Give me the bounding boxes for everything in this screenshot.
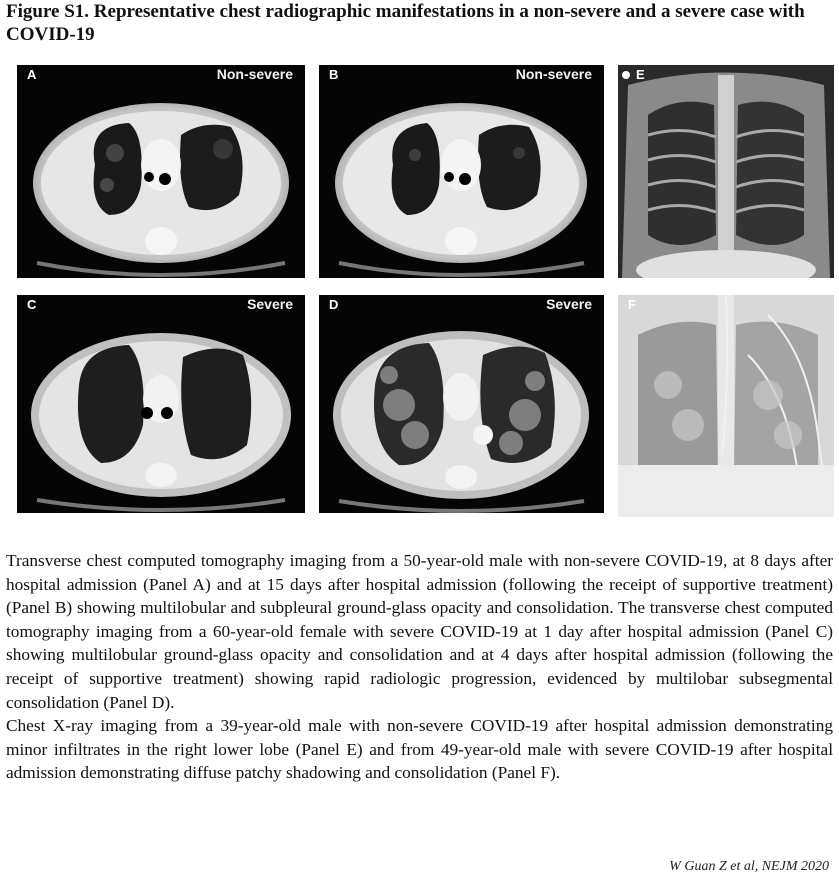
panel-letter: A: [27, 67, 37, 82]
severity-tag: Severe: [546, 296, 592, 312]
severity-tag: Non-severe: [216, 66, 293, 82]
severity-tag: Severe: [247, 296, 293, 312]
caption-paragraph-ct: Transverse chest computed tomography imaging from a 50-year-old male with non-severe COVID-19, at 8 days after hospital admission (Panel A) and at 15 days after hospital admission (following the receipt of supportive treatment) (Panel B) showing multilobular and subpleural ground-glass opacity and consolidation. The transverse chest computed tomography imaging from a 60-year-old female with severe COVID-19 at 1 day after hospital admission (Panel C) showing multilobular ground-glass opacity and consolidation and at 4 days after hospital admission (following the receipt of supportive treatment) showing rapid radiologic progression, evidenced by multilobar subsegmental consolidation (Panel D).: [6, 551, 833, 712]
panel-letter: B: [329, 67, 339, 82]
panel-f-xray-image: [618, 295, 834, 517]
figure-credit: W Guan Z et al, NEJM 2020: [669, 859, 829, 874]
panel-c-ct-image: [17, 295, 305, 513]
panel-a-ct-image: [17, 65, 305, 278]
severity-tag: Non-severe: [515, 66, 592, 82]
panel-letter: E: [636, 67, 645, 82]
figure-title: Figure S1. Representative chest radiographic manifestations in a non-severe and a severe case with COVID-19: [6, 1, 805, 45]
panel-e-xray-image: [618, 65, 834, 278]
panel-letter: F: [628, 297, 636, 312]
panel-letter: D: [329, 297, 339, 312]
panel-b-ct-image: [319, 65, 604, 278]
figure-caption: [6, 549, 833, 785]
panel-d-ct-image: [319, 295, 604, 513]
panel-letter: C: [27, 297, 37, 312]
caption-paragraph-xray: Chest X-ray imaging from a 39-year-old male with non-severe COVID-19 after hospital admission demonstrating minor infiltrates in the right lower lobe (Panel E) and from 49-year-old male with severe COVID-19 after hospital admission demonstrating diffuse patchy shadowing and consolidation (Panel F).: [6, 716, 833, 783]
